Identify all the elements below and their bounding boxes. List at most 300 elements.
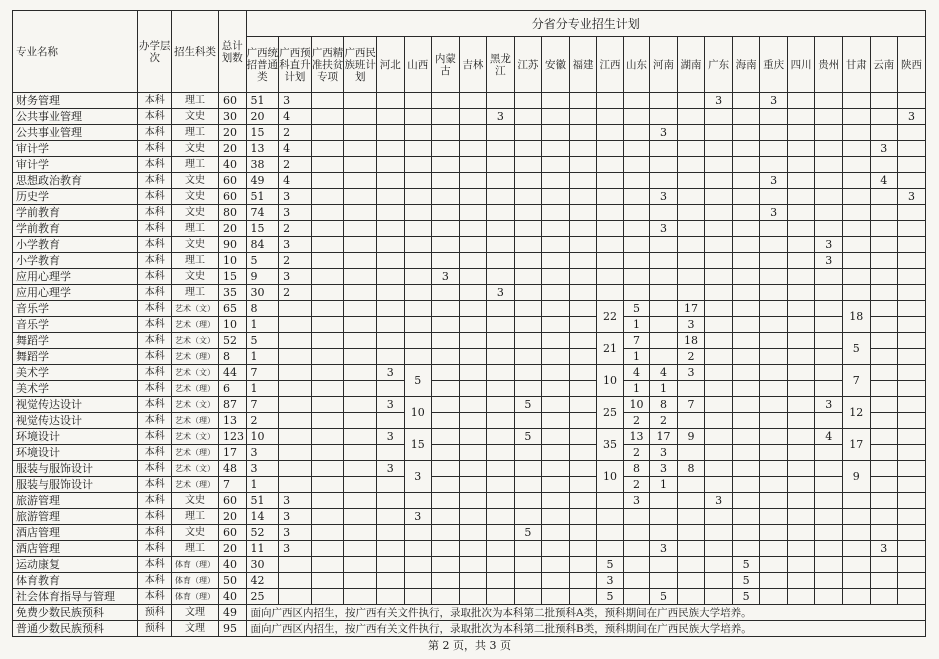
province-cell-shanxi: 5 xyxy=(404,365,432,397)
province-cell-guangdong xyxy=(705,253,733,269)
table-row xyxy=(13,173,926,189)
category-cell: 文史 xyxy=(172,205,219,221)
gx-prep-cell xyxy=(279,349,312,365)
gx-normal-cell: 51 xyxy=(246,189,279,205)
table-row xyxy=(13,397,926,413)
province-cell-fujian xyxy=(569,141,597,157)
province-cell-hebei xyxy=(377,109,405,125)
province-cell-henan: 3 xyxy=(650,461,678,477)
gx-poverty-cell xyxy=(311,493,344,509)
province-cell-neimenggu xyxy=(432,525,460,541)
province-cell-anhui xyxy=(542,429,570,445)
gx-poverty-cell xyxy=(311,349,344,365)
province-cell-neimenggu xyxy=(432,349,460,365)
province-cell-guizhou xyxy=(815,493,843,509)
province-cell-yunnan xyxy=(870,285,898,301)
header-province-guizhou: 贵州 xyxy=(815,37,843,93)
province-cell-yunnan xyxy=(870,317,898,333)
province-cell-hebei xyxy=(377,333,405,349)
province-cell-sichuan xyxy=(787,557,815,573)
province-cell-jiangxi: 22 xyxy=(597,301,624,333)
province-cell-guizhou xyxy=(815,541,843,557)
level-cell: 本科 xyxy=(138,189,172,205)
province-cell-neimenggu xyxy=(432,557,460,573)
province-cell-yunnan xyxy=(870,429,898,445)
gx-normal-cell: 30 xyxy=(246,557,279,573)
category-cell: 文史 xyxy=(172,493,219,509)
province-cell-jilin xyxy=(459,285,487,301)
table-row xyxy=(13,429,926,445)
province-cell-hebei: 3 xyxy=(377,397,405,413)
category-cell: 艺术（理） xyxy=(172,349,219,365)
province-cell-guangdong: 3 xyxy=(705,93,733,109)
gx-normal-cell: 1 xyxy=(246,477,279,493)
province-cell-henan xyxy=(650,109,678,125)
province-cell-fujian xyxy=(569,189,597,205)
gx-prep-cell xyxy=(279,413,312,429)
category-cell: 理工 xyxy=(172,93,219,109)
province-cell-guizhou xyxy=(815,109,843,125)
province-cell-anhui xyxy=(542,173,570,189)
province-cell-jiangxi xyxy=(597,269,624,285)
province-cell-sichuan xyxy=(787,541,815,557)
province-cell-hunan: 18 xyxy=(677,333,705,349)
province-cell-fujian xyxy=(569,493,597,509)
province-cell-jilin xyxy=(459,221,487,237)
province-cell-henan xyxy=(650,573,678,589)
gx-prep-cell xyxy=(279,381,312,397)
major-name: 酒店管理 xyxy=(13,525,138,541)
province-cell-jiangsu xyxy=(514,381,542,397)
province-cell-henan xyxy=(650,205,678,221)
province-cell-yunnan xyxy=(870,269,898,285)
province-cell-guangdong xyxy=(705,413,733,429)
province-cell-jiangsu xyxy=(514,445,542,461)
gx-poverty-cell xyxy=(311,573,344,589)
gx-normal-cell: 8 xyxy=(246,301,279,317)
province-cell-sichuan xyxy=(787,237,815,253)
province-cell-chongqing xyxy=(760,237,788,253)
gx-prep-cell: 3 xyxy=(279,509,312,525)
gx-normal-cell: 9 xyxy=(246,269,279,285)
province-cell-chongqing xyxy=(760,493,788,509)
gx-ethnic-cell xyxy=(344,333,377,349)
province-cell-chongqing xyxy=(760,365,788,381)
province-cell-shaanxi xyxy=(898,221,926,237)
gx-ethnic-cell xyxy=(344,221,377,237)
province-cell-heilongjiang xyxy=(487,333,515,349)
province-cell-gansu xyxy=(842,589,870,605)
level-cell: 本科 xyxy=(138,221,172,237)
province-cell-chongqing xyxy=(760,317,788,333)
province-cell-fujian xyxy=(569,573,597,589)
province-cell-hunan xyxy=(677,93,705,109)
gx-poverty-cell xyxy=(311,557,344,573)
province-cell-guizhou xyxy=(815,157,843,173)
total-cell: 8 xyxy=(218,349,246,365)
level-cell: 本科 xyxy=(138,205,172,221)
province-cell-shaanxi xyxy=(898,125,926,141)
level-cell: 本科 xyxy=(138,429,172,445)
category-cell: 艺术（文） xyxy=(172,333,219,349)
major-name: 历史学 xyxy=(13,189,138,205)
category-cell: 理工 xyxy=(172,285,219,301)
province-cell-shandong xyxy=(623,541,650,557)
province-cell-hainan xyxy=(732,397,760,413)
province-cell-anhui xyxy=(542,125,570,141)
province-cell-shandong xyxy=(623,525,650,541)
province-cell-fujian xyxy=(569,333,597,349)
province-cell-hainan xyxy=(732,541,760,557)
province-cell-hainan xyxy=(732,525,760,541)
province-cell-hunan: 7 xyxy=(677,397,705,413)
province-cell-guangdong xyxy=(705,365,733,381)
province-cell-shanxi xyxy=(404,237,432,253)
province-cell-fujian xyxy=(569,397,597,413)
province-cell-hebei xyxy=(377,189,405,205)
province-cell-gansu xyxy=(842,253,870,269)
major-name: 服装与服饰设计 xyxy=(13,461,138,477)
province-cell-anhui xyxy=(542,509,570,525)
province-cell-sichuan xyxy=(787,205,815,221)
gx-poverty-cell xyxy=(311,333,344,349)
province-cell-yunnan xyxy=(870,589,898,605)
province-cell-sichuan xyxy=(787,157,815,173)
major-name: 音乐学 xyxy=(13,317,138,333)
province-cell-gansu xyxy=(842,509,870,525)
province-cell-jiangxi xyxy=(597,525,624,541)
total-cell: 60 xyxy=(218,525,246,541)
total-cell: 65 xyxy=(218,301,246,317)
level-cell: 本科 xyxy=(138,93,172,109)
province-cell-guangdong xyxy=(705,189,733,205)
category-cell: 文史 xyxy=(172,173,219,189)
province-cell-yunnan: 3 xyxy=(870,541,898,557)
table-row xyxy=(13,317,926,333)
gx-prep-cell xyxy=(279,365,312,381)
province-cell-jilin xyxy=(459,141,487,157)
table-row xyxy=(13,237,926,253)
province-cell-hunan xyxy=(677,221,705,237)
province-cell-shaanxi xyxy=(898,413,926,429)
province-cell-hainan xyxy=(732,237,760,253)
prep-note-row xyxy=(13,605,926,621)
header-province-anhui: 安徽 xyxy=(542,37,570,93)
gx-prep-cell: 3 xyxy=(279,93,312,109)
province-cell-yunnan xyxy=(870,333,898,349)
level-cell: 本科 xyxy=(138,541,172,557)
province-cell-hunan xyxy=(677,477,705,493)
province-cell-sichuan xyxy=(787,189,815,205)
gx-poverty-cell xyxy=(311,477,344,493)
level-cell: 本科 xyxy=(138,157,172,173)
province-cell-hainan xyxy=(732,269,760,285)
province-cell-shaanxi xyxy=(898,365,926,381)
major-name: 学前教育 xyxy=(13,221,138,237)
province-cell-hainan: 5 xyxy=(732,557,760,573)
level-cell: 本科 xyxy=(138,253,172,269)
province-cell-sichuan xyxy=(787,509,815,525)
gx-normal-cell: 10 xyxy=(246,429,279,445)
province-cell-guizhou xyxy=(815,205,843,221)
gx-poverty-cell xyxy=(311,173,344,189)
gx-prep-cell: 2 xyxy=(279,253,312,269)
province-cell-henan: 3 xyxy=(650,125,678,141)
gx-poverty-cell xyxy=(311,365,344,381)
province-cell-guizhou xyxy=(815,573,843,589)
province-cell-shaanxi xyxy=(898,429,926,445)
province-cell-hainan: 5 xyxy=(732,573,760,589)
province-cell-heilongjiang xyxy=(487,445,515,461)
province-cell-shanxi xyxy=(404,157,432,173)
province-cell-fujian xyxy=(569,381,597,397)
province-cell-guangdong xyxy=(705,461,733,477)
province-cell-shaanxi xyxy=(898,141,926,157)
province-cell-jiangxi: 10 xyxy=(597,365,624,397)
province-cell-sichuan xyxy=(787,525,815,541)
province-cell-jilin xyxy=(459,541,487,557)
province-cell-guizhou xyxy=(815,589,843,605)
province-cell-chongqing xyxy=(760,413,788,429)
total-cell: 87 xyxy=(218,397,246,413)
province-cell-shaanxi xyxy=(898,445,926,461)
major-name: 美术学 xyxy=(13,365,138,381)
province-cell-heilongjiang xyxy=(487,365,515,381)
province-cell-hebei xyxy=(377,93,405,109)
province-cell-jiangxi: 3 xyxy=(597,573,624,589)
province-cell-shanxi: 10 xyxy=(404,397,432,429)
gx-prep-cell xyxy=(279,573,312,589)
province-cell-neimenggu xyxy=(432,301,460,317)
province-cell-henan: 8 xyxy=(650,397,678,413)
province-cell-shaanxi: 3 xyxy=(898,189,926,205)
province-cell-hebei xyxy=(377,237,405,253)
province-cell-hebei xyxy=(377,205,405,221)
province-cell-neimenggu xyxy=(432,445,460,461)
gx-normal-cell: 84 xyxy=(246,237,279,253)
province-cell-yunnan xyxy=(870,125,898,141)
province-cell-neimenggu xyxy=(432,573,460,589)
province-cell-chongqing xyxy=(760,461,788,477)
gx-ethnic-cell xyxy=(344,253,377,269)
gx-prep-cell xyxy=(279,301,312,317)
province-cell-guangdong xyxy=(705,509,733,525)
province-cell-jiangxi xyxy=(597,93,624,109)
province-cell-heilongjiang xyxy=(487,461,515,477)
total-cell: 13 xyxy=(218,413,246,429)
province-cell-guangdong xyxy=(705,349,733,365)
province-cell-jiangxi: 5 xyxy=(597,589,624,605)
province-cell-hunan xyxy=(677,141,705,157)
level-cell: 本科 xyxy=(138,397,172,413)
gx-poverty-cell xyxy=(311,541,344,557)
province-cell-shaanxi xyxy=(898,157,926,173)
gx-prep-cell: 3 xyxy=(279,269,312,285)
gx-poverty-cell xyxy=(311,269,344,285)
province-cell-henan xyxy=(650,493,678,509)
table-row xyxy=(13,221,926,237)
province-cell-hebei xyxy=(377,317,405,333)
gx-prep-cell: 2 xyxy=(279,157,312,173)
gx-prep-cell: 3 xyxy=(279,189,312,205)
province-cell-heilongjiang xyxy=(487,349,515,365)
province-cell-guizhou xyxy=(815,93,843,109)
province-cell-yunnan xyxy=(870,381,898,397)
province-cell-yunnan xyxy=(870,493,898,509)
province-cell-shandong: 1 xyxy=(623,349,650,365)
major-name: 审计学 xyxy=(13,141,138,157)
category-cell: 理工 xyxy=(172,221,219,237)
header-gx-prep: 广西预科直升计划 xyxy=(279,37,312,93)
province-cell-guizhou xyxy=(815,365,843,381)
gx-normal-cell: 7 xyxy=(246,397,279,413)
province-cell-shanxi xyxy=(404,221,432,237)
province-cell-hebei xyxy=(377,173,405,189)
table-row xyxy=(13,301,926,317)
province-cell-gansu xyxy=(842,109,870,125)
province-cell-shandong: 8 xyxy=(623,461,650,477)
total-cell: 49 xyxy=(218,605,246,621)
province-cell-sichuan xyxy=(787,349,815,365)
province-cell-jiangsu xyxy=(514,509,542,525)
province-cell-anhui xyxy=(542,557,570,573)
major-name: 思想政治教育 xyxy=(13,173,138,189)
province-cell-hebei xyxy=(377,509,405,525)
province-cell-hunan xyxy=(677,573,705,589)
province-cell-chongqing xyxy=(760,573,788,589)
province-cell-neimenggu xyxy=(432,173,460,189)
gx-prep-cell: 3 xyxy=(279,525,312,541)
province-cell-jiangsu: 5 xyxy=(514,397,542,413)
province-cell-hainan xyxy=(732,93,760,109)
province-cell-jilin xyxy=(459,157,487,173)
province-cell-jilin xyxy=(459,317,487,333)
category-cell: 文史 xyxy=(172,109,219,125)
province-cell-hunan: 3 xyxy=(677,317,705,333)
table-row xyxy=(13,253,926,269)
province-cell-hainan xyxy=(732,413,760,429)
table-row xyxy=(13,573,926,589)
province-cell-hainan xyxy=(732,205,760,221)
gx-normal-cell: 11 xyxy=(246,541,279,557)
table-row xyxy=(13,365,926,381)
major-name: 环境设计 xyxy=(13,429,138,445)
major-name: 美术学 xyxy=(13,381,138,397)
province-cell-neimenggu xyxy=(432,429,460,445)
category-cell: 艺术（理） xyxy=(172,477,219,493)
total-cell: 48 xyxy=(218,461,246,477)
province-cell-hebei xyxy=(377,221,405,237)
province-cell-yunnan xyxy=(870,109,898,125)
gx-prep-cell: 3 xyxy=(279,205,312,221)
province-cell-neimenggu xyxy=(432,221,460,237)
province-cell-guangdong xyxy=(705,573,733,589)
category-cell: 理工 xyxy=(172,157,219,173)
province-cell-guizhou xyxy=(815,141,843,157)
province-cell-jiangsu xyxy=(514,157,542,173)
province-cell-jilin xyxy=(459,381,487,397)
province-cell-jiangsu xyxy=(514,173,542,189)
category-cell: 艺术（文） xyxy=(172,365,219,381)
province-cell-hebei xyxy=(377,285,405,301)
province-cell-jiangxi xyxy=(597,125,624,141)
level-cell: 本科 xyxy=(138,285,172,301)
province-cell-gansu: 9 xyxy=(842,461,870,493)
total-cell: 40 xyxy=(218,557,246,573)
province-cell-fujian xyxy=(569,365,597,381)
table-row xyxy=(13,157,926,173)
province-cell-shandong xyxy=(623,125,650,141)
province-cell-jiangxi xyxy=(597,221,624,237)
province-cell-anhui xyxy=(542,349,570,365)
province-cell-hunan xyxy=(677,557,705,573)
province-cell-heilongjiang xyxy=(487,141,515,157)
province-cell-henan: 1 xyxy=(650,477,678,493)
province-cell-jilin xyxy=(459,189,487,205)
province-cell-hunan xyxy=(677,285,705,301)
province-cell-fujian xyxy=(569,301,597,317)
province-cell-anhui xyxy=(542,525,570,541)
province-cell-jilin xyxy=(459,589,487,605)
province-cell-hainan xyxy=(732,285,760,301)
level-cell: 本科 xyxy=(138,445,172,461)
province-cell-hunan xyxy=(677,237,705,253)
province-cell-yunnan xyxy=(870,301,898,317)
gx-ethnic-cell xyxy=(344,285,377,301)
province-cell-hebei xyxy=(377,445,405,461)
province-cell-anhui xyxy=(542,301,570,317)
province-cell-guangdong xyxy=(705,541,733,557)
province-cell-sichuan xyxy=(787,141,815,157)
gx-poverty-cell xyxy=(311,317,344,333)
province-cell-hunan: 3 xyxy=(677,365,705,381)
province-cell-jiangsu xyxy=(514,573,542,589)
category-cell: 艺术（文） xyxy=(172,461,219,477)
header-province-shanxi: 山西 xyxy=(404,37,432,93)
table-row xyxy=(13,333,926,349)
province-cell-hebei xyxy=(377,573,405,589)
province-cell-shanxi xyxy=(404,285,432,301)
province-cell-hainan xyxy=(732,461,760,477)
province-cell-yunnan xyxy=(870,445,898,461)
province-cell-gansu: 12 xyxy=(842,397,870,429)
province-cell-hunan xyxy=(677,269,705,285)
major-name: 应用心理学 xyxy=(13,269,138,285)
province-cell-neimenggu xyxy=(432,157,460,173)
province-cell-hunan xyxy=(677,445,705,461)
province-cell-heilongjiang: 3 xyxy=(487,109,515,125)
province-cell-anhui xyxy=(542,589,570,605)
gx-ethnic-cell xyxy=(344,461,377,477)
province-cell-chongqing xyxy=(760,301,788,317)
gx-ethnic-cell xyxy=(344,349,377,365)
gx-ethnic-cell xyxy=(344,157,377,173)
header-province-chongqing: 重庆 xyxy=(760,37,788,93)
province-cell-hainan xyxy=(732,301,760,317)
category-cell: 文史 xyxy=(172,525,219,541)
province-cell-jiangxi: 5 xyxy=(597,557,624,573)
province-cell-guangdong xyxy=(705,477,733,493)
header-province-shaanxi: 陕西 xyxy=(898,37,926,93)
province-cell-shandong xyxy=(623,509,650,525)
province-cell-yunnan xyxy=(870,397,898,413)
province-cell-shanxi xyxy=(404,317,432,333)
province-cell-hebei xyxy=(377,381,405,397)
province-cell-yunnan xyxy=(870,573,898,589)
province-cell-gansu xyxy=(842,141,870,157)
province-cell-fujian xyxy=(569,173,597,189)
province-cell-shanxi xyxy=(404,541,432,557)
